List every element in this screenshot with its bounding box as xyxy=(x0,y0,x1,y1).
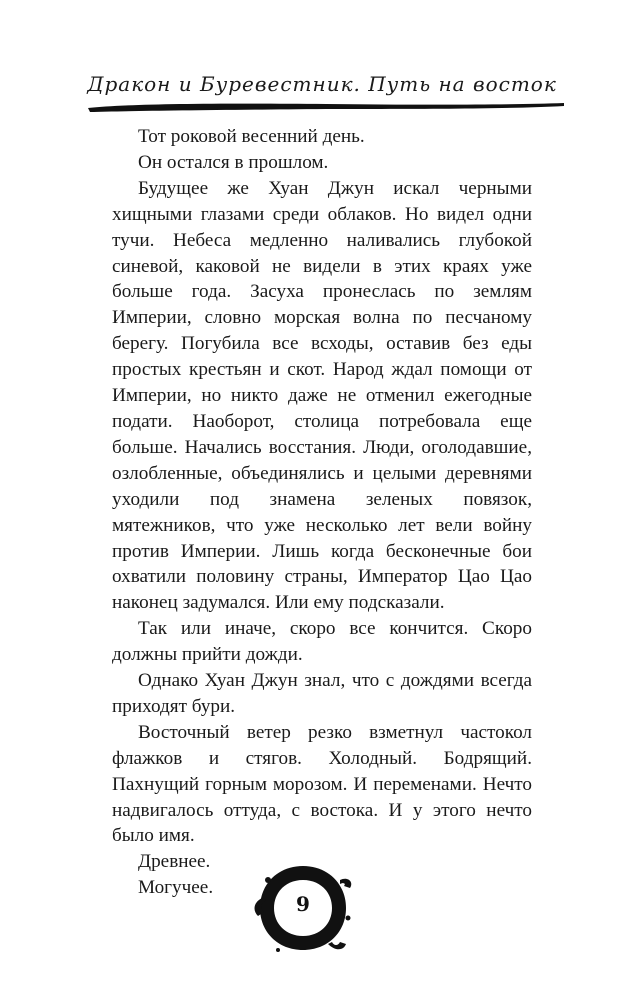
brush-stroke-rule xyxy=(86,100,566,114)
page-number: 9 xyxy=(296,892,310,916)
paragraph: Будущее же Хуан Джун искал черными хищными глазами среди облаков. Но видел одни тучи. Небеса медленно наливались глубокой синевой, каковой не видели в этих краях уже больше года. Засуха пронеслась по землям Империи, словно морская волна по песчаному берегу. Погубила все всходы, оставив без еды простых крестьян и скот. Народ ждал помощи от Империи, но никто даже не отменил ежегодные подати. Наоборот, столица потребовала еще больше. Начались восстания. Люди, оголодавшие, озлобленные, объединялись и целыми деревнями уходили под знамена зеленых повязок, мятежников, что уже несколько лет вели войну против Империи. Лишь когда бесконечные бои охватили половину страны, Император Цао Цао наконец задумался. Или ему подсказали. xyxy=(112,177,532,614)
paragraph: Могучее. xyxy=(138,877,214,899)
paragraph: Восточный ветер резко взметнул частокол флажков и стягов. Холодный. Бодрящий. Пахнущий горным морозом. И переменами. Нечто надвигалось оттуда, с востока. И у этого нечто было имя. xyxy=(112,721,532,847)
paragraph: Однако Хуан Джун знал, что с дождями всегда приходят бури. xyxy=(112,670,532,717)
running-title: Дракон и Буревестник. Путь на восток xyxy=(87,72,557,96)
body-text xyxy=(112,124,532,901)
paragraph: Древнее. xyxy=(138,851,211,873)
paragraph: Так или иначе, скоро все кончится. Скоро должны прийти дожди. xyxy=(112,618,532,666)
paragraph: Тот роковой весенний день. xyxy=(138,126,365,147)
paragraph: Он остался в прошлом. xyxy=(138,151,329,173)
